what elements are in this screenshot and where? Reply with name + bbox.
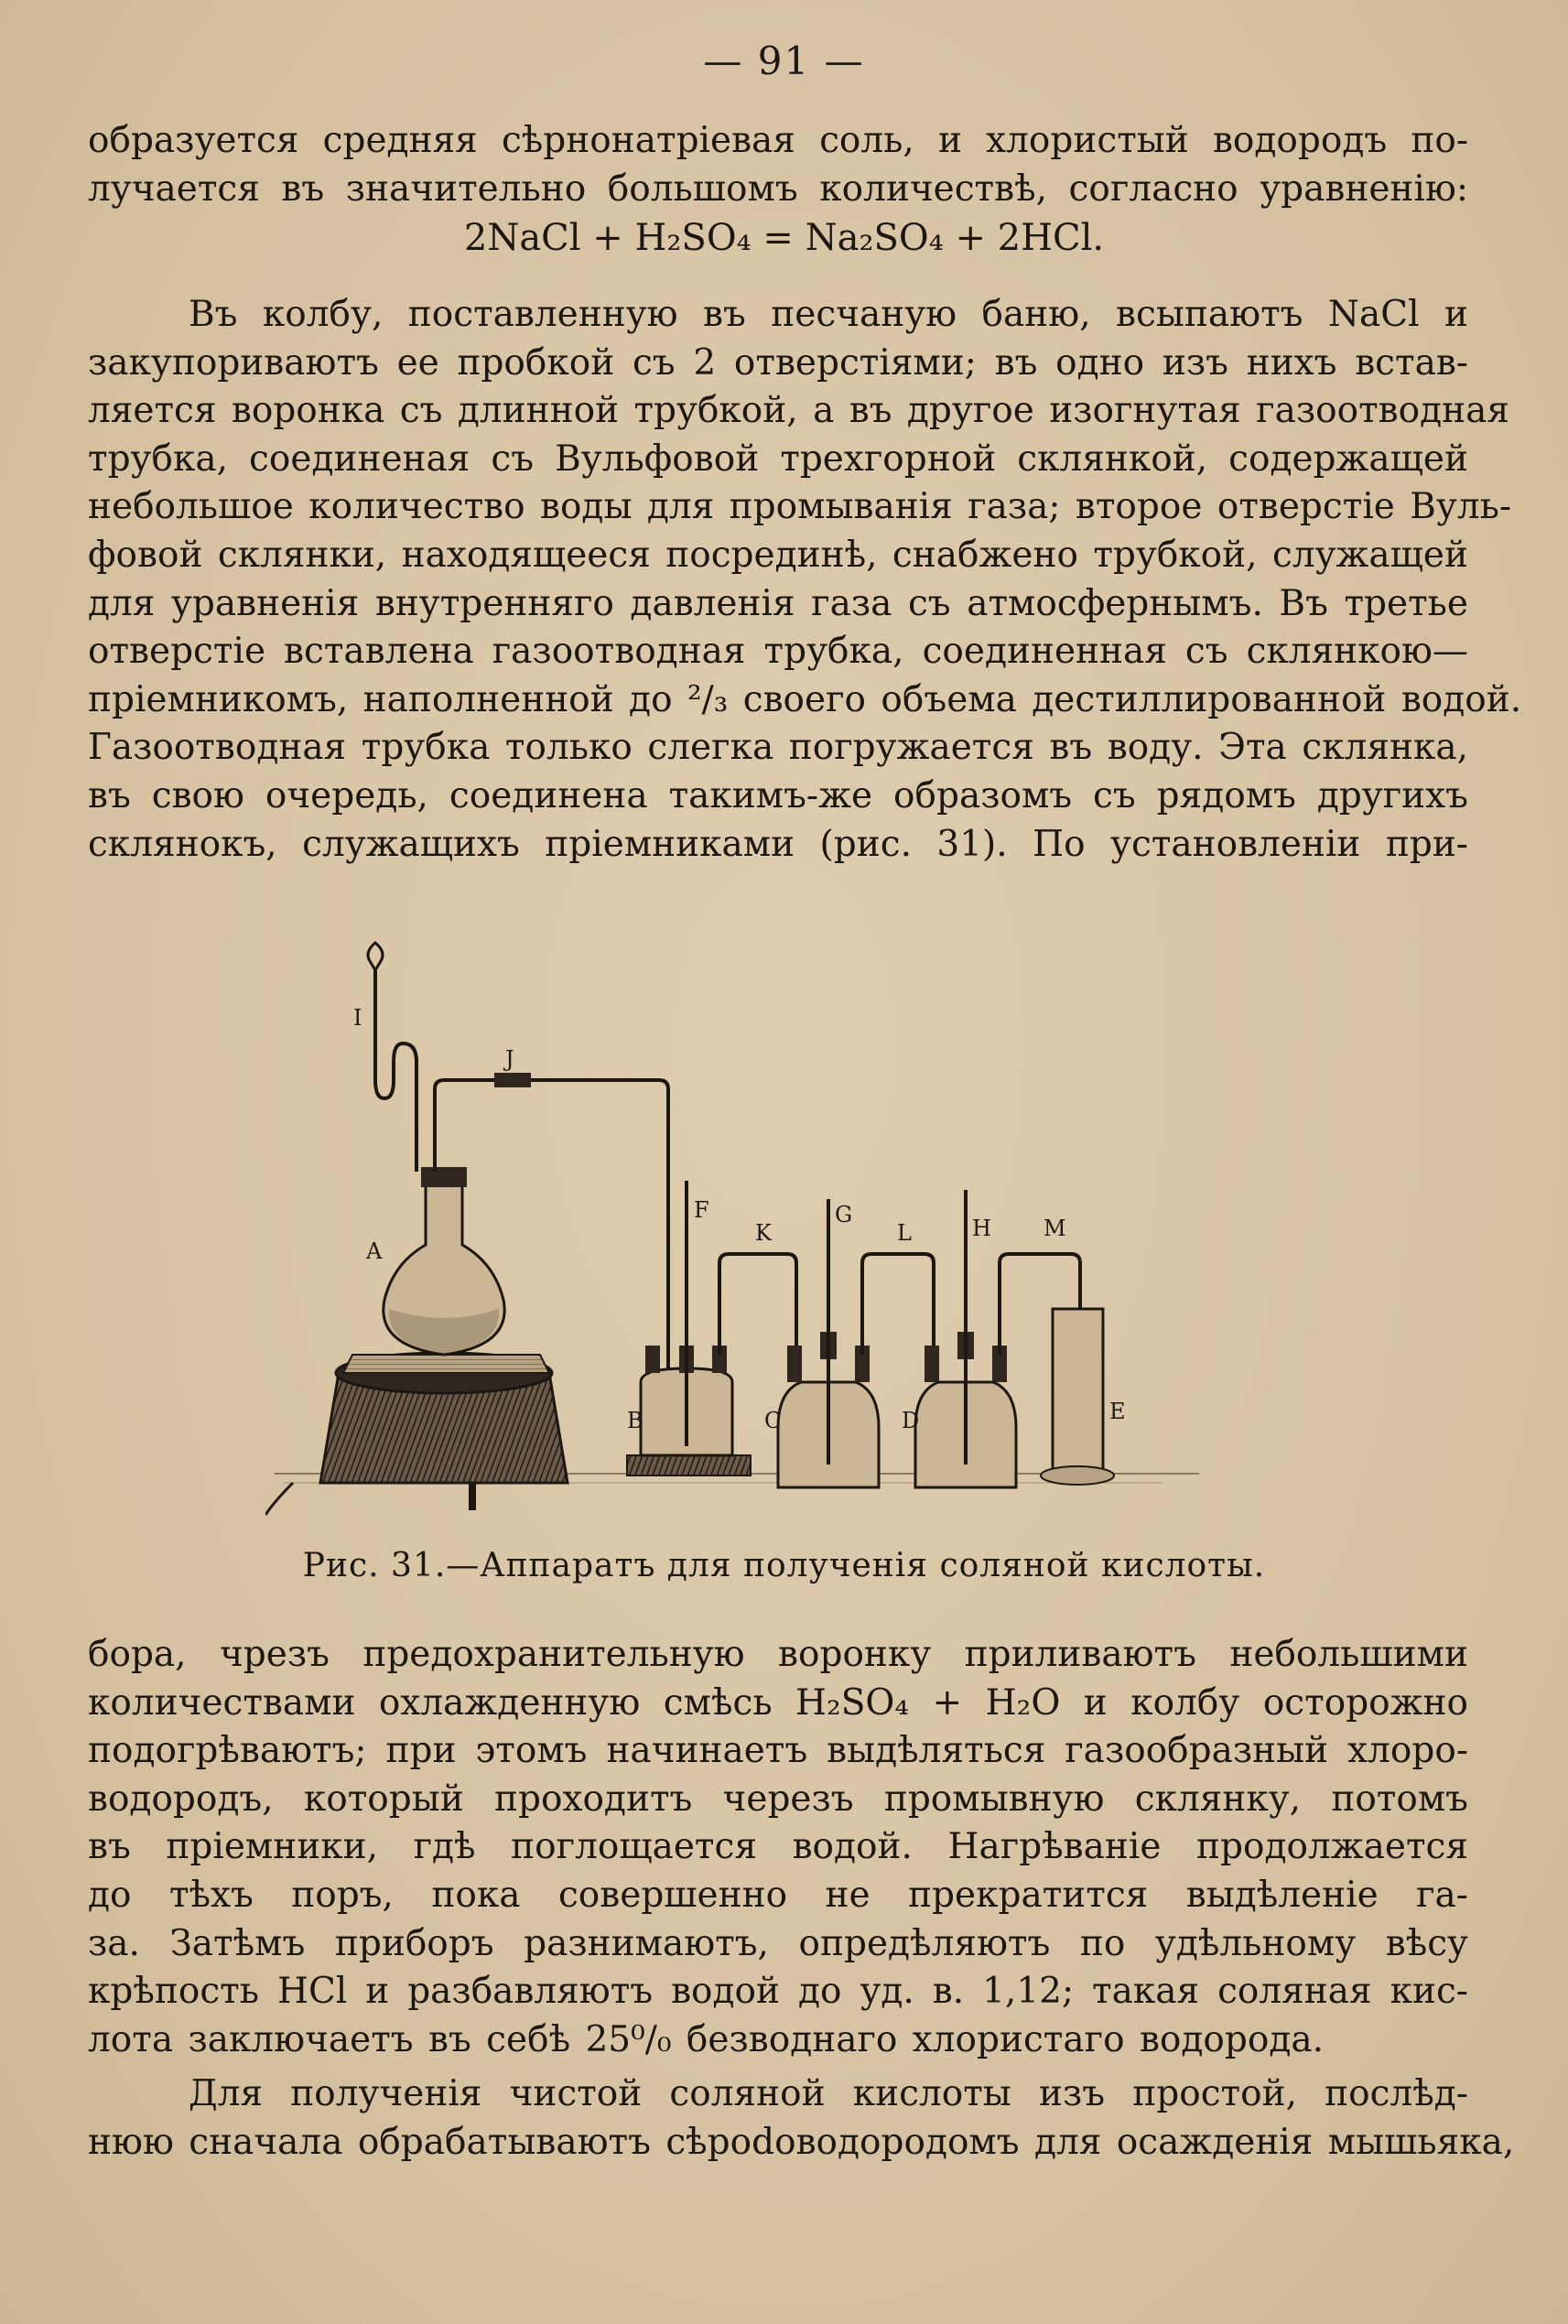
text-line: бора, чрезъ предохранительную воронку приливаютъ небольшими (88, 1634, 1468, 1675)
label-i: I (353, 1005, 362, 1031)
label-e: E (1109, 1399, 1126, 1424)
paragraph-intro (88, 117, 1468, 213)
page-number: — 91 — (703, 38, 865, 83)
text-line: за. Затѣмъ приборъ разнимаютъ, опредѣляютъ по удѣльному вѣсу (88, 1922, 1468, 1964)
text-line: лота заключаетъ въ себѣ 25⁰/₀ безводнаго хлористаго водорода. (88, 2018, 1324, 2060)
text-line: ляется воронка съ длинной трубкой, а въ другое изогнутая газоотводная (88, 390, 1509, 432)
text-line: Для полученія чистой соляной кислоты изъ простой, послѣд- (189, 2073, 1468, 2114)
safety-funnel-i (368, 943, 416, 1172)
label-f: F (694, 1197, 709, 1223)
cylinder-e (1041, 1309, 1114, 1485)
label-m: M (1044, 1216, 1066, 1241)
label-k: K (755, 1220, 772, 1246)
sand-bath-stove (265, 1353, 568, 1515)
label-l: L (897, 1220, 912, 1246)
text-line: подогрѣваютъ; при этомъ начинаетъ выдѣлятьcя газообразный хлоро- (88, 1730, 1468, 1772)
text-line: для уравненія внутренняго давленія газа съ атмосфернымъ. Въ третье (88, 582, 1468, 624)
text-line: образуется средняя сѣрнонатріевая соль, и хлористый водородъ по- (88, 120, 1468, 161)
label-b: B (627, 1408, 643, 1433)
label-c: C (764, 1408, 782, 1433)
chemical-equation: 2NaCl + H₂SO₄ = Na₂SO₄ + 2HCl. (463, 217, 1105, 259)
text-line: въ пріемники, гдѣ поглощается водой. Нагрѣваніе продолжается (88, 1826, 1468, 1868)
label-h: H (972, 1216, 991, 1241)
text-line: количествами охлажденную смѣсь H₂SO₄ + H₂O и колбу осторожно (88, 1681, 1468, 1724)
paragraph-procedure (88, 1631, 1468, 2064)
text-line: трубка, соединеная съ Вульфовой трехгорной склянкой, содержащей (88, 438, 1468, 480)
figure-caption: Рис. 31.—Аппаратъ для полученія соляной кислоты. (302, 1547, 1266, 1584)
paragraph-apparatus (88, 291, 1522, 869)
text-line: водородъ, который проходитъ черезъ промывную склянку, потомъ (88, 1778, 1468, 1820)
text-line: закупориваютъ ее пробкой съ 2 отверстіями; въ одно изъ нихъ встав- (88, 341, 1468, 384)
text-line: до тѣхъ поръ, пока совершенно не прекратится выдѣленіе га- (88, 1874, 1468, 1916)
wash-bottle-b (627, 1181, 751, 1475)
text-line: нюю сначала обрабатываютъ сѣрodоводородомъ для осажденія мышьяка, (88, 2121, 1515, 2163)
label-j: J (505, 1046, 514, 1072)
label-d: D (902, 1408, 920, 1433)
text-line: въ свою очередь, соединена такимъ-же образомъ съ рядомъ другихъ (88, 774, 1468, 816)
text-line: Газоотводная трубка только слегка погружается въ воду. Эта склянка, (88, 727, 1468, 769)
text-line: лучается въ значительно большомъ количествѣ, согласно уравненію: (88, 168, 1468, 210)
flask-a (384, 1167, 504, 1355)
text-line: Въ колбу, поставленную въ песчаную баню, всыпаютъ NaCl и (189, 294, 1468, 335)
text-line: отверстіе вставлена газоотводная трубка, соединенная съ склянкою— (88, 631, 1468, 673)
label-g: G (835, 1202, 853, 1227)
text-line: склянокъ, служащихъ пріемниками (рис. 31). По установленіи при- (88, 823, 1468, 865)
text-line: небольшое количество воды для промыванія газа; второе отверстіе Вуль- (88, 486, 1512, 528)
label-a: A (366, 1238, 383, 1264)
text-line: фовой склянки, находящееся посрединѣ, снабжено трубкой, служащей (88, 534, 1468, 576)
gas-tube-k (719, 1254, 796, 1355)
text-line: пріемникомъ, наполненной до ²/₃ своего объема дестиллированной водой. (88, 678, 1522, 720)
gas-tube-l (862, 1254, 934, 1355)
text-line: крѣпость HCl и разбавляютъ водой до уд. в. 1,12; такая соляная кис- (88, 1971, 1468, 2013)
apparatus-illustration (265, 915, 1291, 1519)
paragraph-pure-acid (88, 2070, 1515, 2167)
